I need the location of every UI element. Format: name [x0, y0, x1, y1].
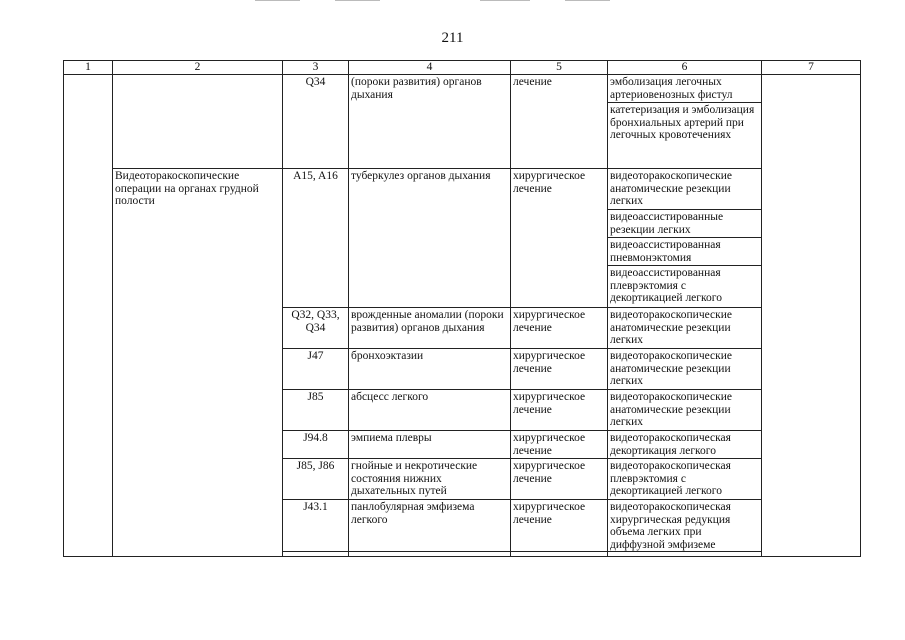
- treatment-cell: хирургическое лечение: [511, 308, 608, 349]
- top-rule: [480, 0, 530, 1]
- method-cell: видеоассистированные резекции легких: [608, 210, 762, 238]
- method-cell: катетеризация и эмболизация бронхиальных артерий при легочных кровотечениях: [608, 103, 762, 169]
- column-header: 1: [64, 61, 113, 75]
- method-cell: видеоторакоскопические анатомические резекции легких: [608, 308, 762, 349]
- top-rule: [255, 0, 300, 1]
- column-header: 5: [511, 61, 608, 75]
- top-rule: [335, 0, 380, 1]
- condition-cell: гнойные и некротические состояния нижних дыхательных путей: [349, 459, 511, 500]
- column-header: 4: [349, 61, 511, 75]
- condition-cell: панлобулярная эмфизема легкого: [349, 500, 511, 552]
- treatment-cell: хирургическое лечение: [511, 390, 608, 431]
- icd-code-cell: J94.8: [283, 431, 349, 459]
- icd-code-cell: J85, J86: [283, 459, 349, 500]
- column-header: 6: [608, 61, 762, 75]
- empty-cell: [349, 552, 511, 557]
- condition-cell: эмпиема плевры: [349, 431, 511, 459]
- procedures-table: [63, 60, 861, 557]
- treatment-cell: хирургическое лечение: [511, 349, 608, 390]
- empty-cell: [608, 552, 762, 557]
- group-name-cell: Видеоторакоскопические операции на органах грудной полости: [113, 169, 283, 557]
- condition-cell: туберкулез органов дыхания: [349, 169, 511, 308]
- method-cell: видеоторакоскопические анатомические резекции легких: [608, 169, 762, 210]
- treatment-cell: хирургическое лечение: [511, 500, 608, 552]
- icd-code-cell: Q32, Q33, Q34: [283, 308, 349, 349]
- method-cell: видеоторакоскопическая декортикация легкого: [608, 431, 762, 459]
- icd-code-cell: Q34: [283, 75, 349, 169]
- icd-code-cell: J85: [283, 390, 349, 431]
- group-name-cell: [113, 75, 283, 169]
- empty-cell: [511, 552, 608, 557]
- icd-code-cell: A15, A16: [283, 169, 349, 308]
- header-row: [64, 61, 861, 75]
- treatment-cell: хирургическое лечение: [511, 169, 608, 308]
- empty-cell: [283, 552, 349, 557]
- icd-code-cell: J47: [283, 349, 349, 390]
- method-cell: видеоторакоскопическая хирургическая редукция объема легких при диффузной эмфиземе: [608, 500, 762, 552]
- condition-cell: абсцесс легкого: [349, 390, 511, 431]
- condition-cell: врожденные аномалии (пороки развития) органов дыхания: [349, 308, 511, 349]
- method-cell: видеоассистированная пневмонэктомия: [608, 238, 762, 266]
- method-cell: видеоторакоскопические анатомические резекции легких: [608, 349, 762, 390]
- notes-cell: [762, 75, 861, 557]
- column-header: 7: [762, 61, 861, 75]
- method-cell: видеоассистированная плеврэктомия с декортикацией легкого: [608, 266, 762, 308]
- condition-cell: бронхоэктазии: [349, 349, 511, 390]
- page-number: 211: [441, 30, 464, 46]
- table-row: [64, 75, 861, 103]
- table-row: [64, 169, 861, 210]
- number-cell: [64, 75, 113, 557]
- treatment-cell: хирургическое лечение: [511, 431, 608, 459]
- treatment-cell: лечение: [511, 75, 608, 169]
- method-cell: эмболизация легочных артериовенозных фистул: [608, 75, 762, 103]
- method-cell: видеоторакоскопические анатомические резекции легких: [608, 390, 762, 431]
- condition-cell: (пороки развития) органов дыхания: [349, 75, 511, 169]
- treatment-cell: хирургическое лечение: [511, 459, 608, 500]
- column-header: 3: [283, 61, 349, 75]
- top-rule: [565, 0, 610, 1]
- column-header: 2: [113, 61, 283, 75]
- method-cell: видеоторакоскопическая плеврэктомия с декортикацией легкого: [608, 459, 762, 500]
- icd-code-cell: J43.1: [283, 500, 349, 552]
